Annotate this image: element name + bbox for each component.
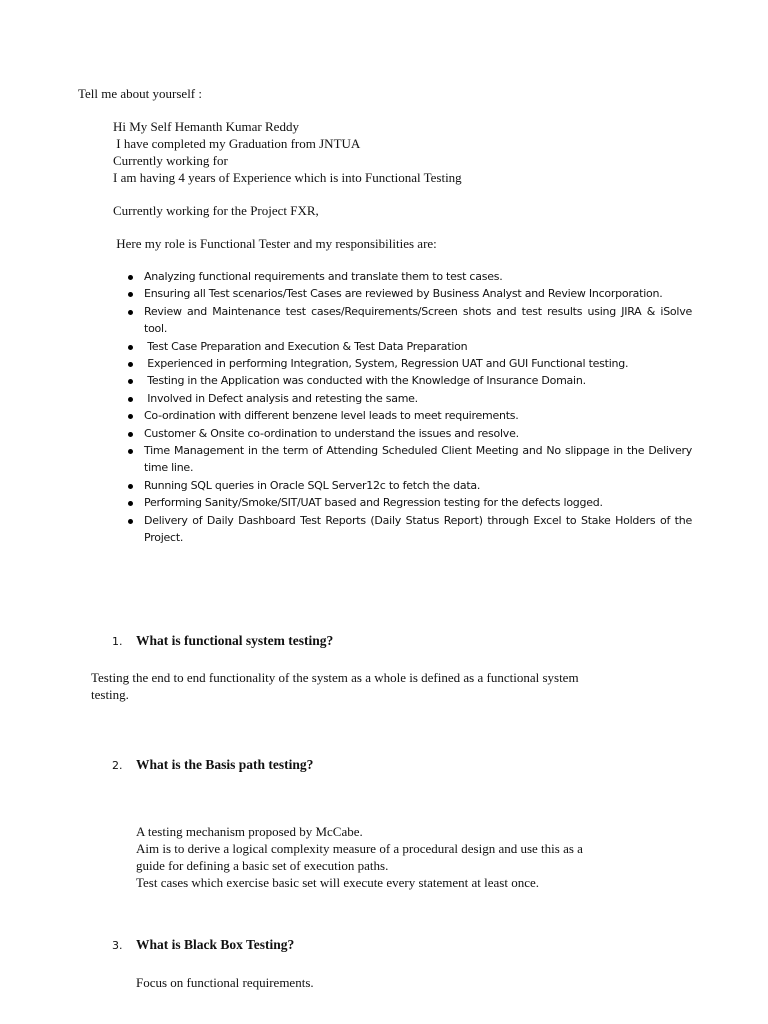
responsibility-item: Involved in Defect analysis and retesting the same. bbox=[126, 390, 692, 407]
intro-block bbox=[113, 118, 462, 186]
question-2-answer bbox=[136, 823, 583, 891]
project-line: Currently working for the Project FXR, bbox=[113, 203, 319, 218]
question-number: 3. bbox=[112, 939, 123, 952]
page-heading: Tell me about yourself : bbox=[78, 86, 203, 101]
answer-line: A testing mechanism proposed by McCabe. bbox=[136, 824, 363, 839]
question-text: What is Black Box Testing? bbox=[136, 937, 295, 952]
intro-line: I have completed my Graduation from JNTUA bbox=[113, 136, 361, 151]
question-2-heading bbox=[112, 757, 313, 773]
intro-line: Currently working for bbox=[113, 153, 228, 168]
intro-line: Hi My Self Hemanth Kumar Reddy bbox=[113, 119, 299, 134]
responsibility-item: Review and Maintenance test cases/Requirements/Screen shots and test results using JIRA & iSolve tool. bbox=[126, 303, 692, 338]
responsibility-item: Experienced in performing Integration, System, Regression UAT and GUI Functional testing. bbox=[126, 355, 692, 372]
responsibilities-list bbox=[126, 268, 692, 547]
question-1-answer bbox=[91, 669, 579, 703]
answer-line: Testing the end to end functionality of the system as a whole is defined as a functional system bbox=[91, 670, 579, 685]
responsibility-item: Testing in the Application was conducted with the Knowledge of Insurance Domain. bbox=[126, 372, 692, 389]
question-number: 1. bbox=[112, 635, 123, 648]
answer-line: Test cases which exercise basic set will execute every statement at least once. bbox=[136, 875, 539, 890]
answer-line: Focus on functional requirements. bbox=[136, 975, 314, 990]
responsibility-item: Analyzing functional requirements and translate them to test cases. bbox=[126, 268, 692, 285]
responsibility-item: Test Case Preparation and Execution & Test Data Preparation bbox=[126, 338, 692, 355]
responsibility-item: Running SQL queries in Oracle SQL Server12c to fetch the data. bbox=[126, 477, 692, 494]
intro-line: I am having 4 years of Experience which is into Functional Testing bbox=[113, 170, 462, 185]
question-3-heading bbox=[112, 937, 294, 953]
question-text: What is functional system testing? bbox=[136, 633, 334, 648]
responsibility-item: Ensuring all Test scenarios/Test Cases are reviewed by Business Analyst and Review Incorporation. bbox=[126, 285, 692, 302]
question-text: What is the Basis path testing? bbox=[136, 757, 314, 772]
responsibility-item: Time Management in the term of Attending Scheduled Client Meeting and No slippage in the Delivery time line. bbox=[126, 442, 692, 477]
responsibility-item: Co-ordination with different benzene level leads to meet requirements. bbox=[126, 407, 692, 424]
question-1-heading bbox=[112, 633, 333, 649]
responsibility-item: Customer & Onsite co-ordination to understand the issues and resolve. bbox=[126, 425, 692, 442]
answer-line: guide for defining a basic set of execution paths. bbox=[136, 858, 389, 873]
answer-line: testing. bbox=[91, 687, 129, 702]
question-number: 2. bbox=[112, 759, 123, 772]
responsibility-item: Delivery of Daily Dashboard Test Reports (Daily Status Report) through Excel to Stake Holders of the Project. bbox=[126, 512, 692, 547]
question-3-answer bbox=[136, 974, 314, 991]
role-line: Here my role is Functional Tester and my responsibilities are: bbox=[113, 236, 437, 251]
responsibility-item: Performing Sanity/Smoke/SIT/UAT based and Regression testing for the defects logged. bbox=[126, 494, 692, 511]
answer-line: Aim is to derive a logical complexity measure of a procedural design and use this as a bbox=[136, 841, 583, 856]
